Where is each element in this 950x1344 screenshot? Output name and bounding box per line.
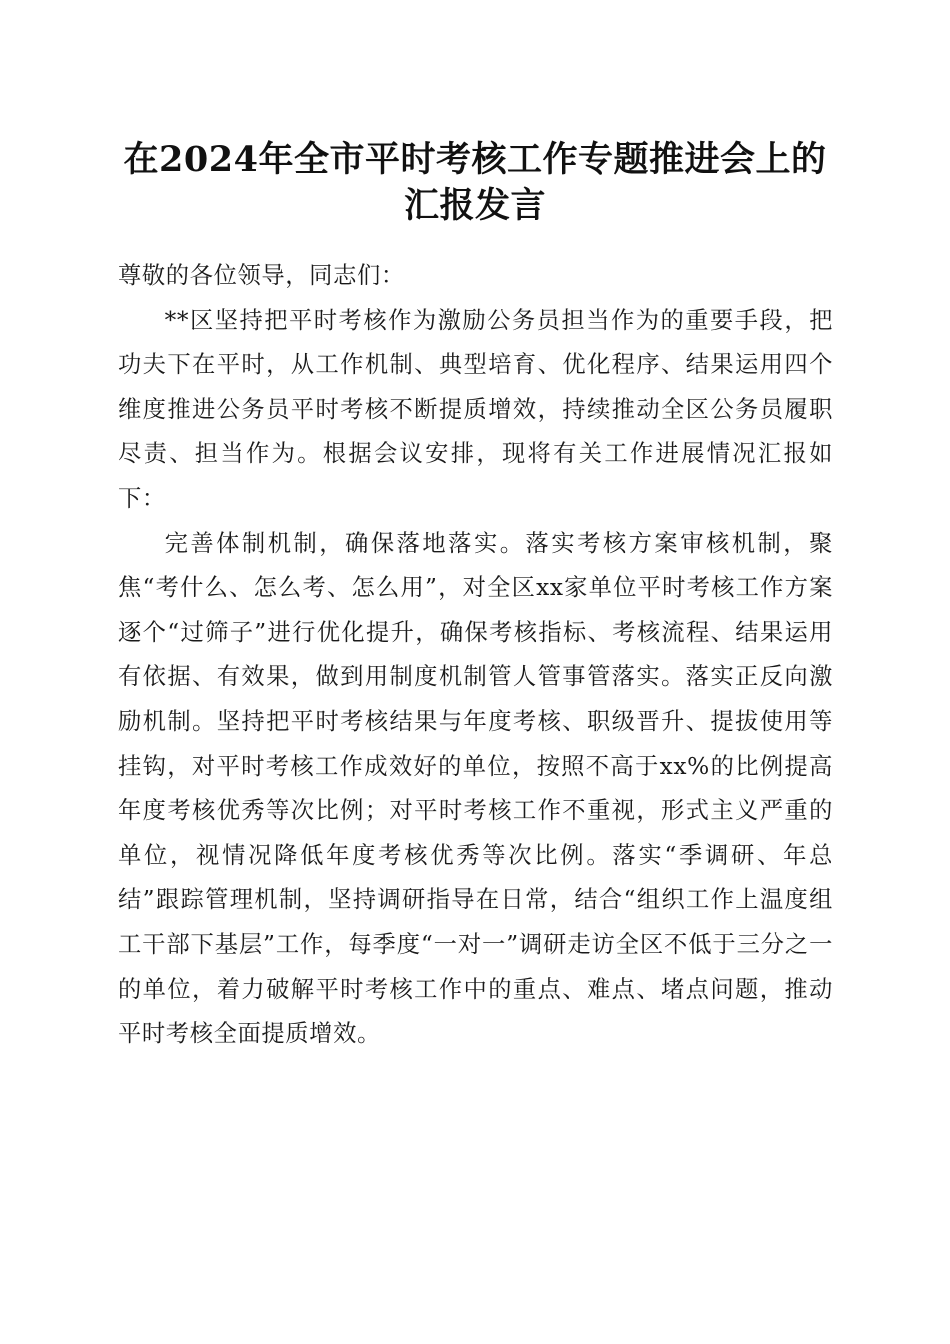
paragraph-intro: **区坚持把平时考核作为激励公务员担当作为的重要手段，把功夫下在平时，从工作机制、典型培育、优化程序、结果运用四个维度推进公务员平时考核不断提质增效，持续推动全区公务员履职尽责、担当作为。根据会议安排，现将有关工作进展情况汇报如下： — [118, 306, 833, 512]
title-line-2: 汇报发言 — [403, 185, 546, 226]
document-title — [110, 137, 840, 229]
document-body — [118, 254, 833, 1057]
title-line-1: 在2024年全市平时考核工作专题推进会上的 — [123, 139, 827, 180]
paragraph-mechanism: 完善体制机制，确保落地落实。落实考核方案审核机制，聚焦“考什么、怎么考、怎么用”，对全区xx家单位平时考核工作方案逐个“过筛子”进行优化提升，确保考核指标、考核流程、结果运用有依据、有效果，做到用制度机制管人管事管落实。落实正反向激励机制。坚持把平时考核结果与年度考核、职级晋升、提拔使用等挂钩，对平时考核工作成效好的单位，按照不高于xx%的比例提高年度考核优秀等次比例；对平时考核工作不重视，形式主义严重的单位，视情况降低年度考核优秀等次比例。落实“季调研、年总结”跟踪管理机制，坚持调研指导在日常，结合“组织工作上温度组工干部下基层”工作，每季度“一对一”调研走访全区不低于三分之一的单位，着力破解平时考核工作中的重点、难点、堵点问题，推动平时考核全面提质增效。 — [118, 529, 833, 1048]
salutation: 尊敬的各位领导，同志们： — [118, 262, 405, 289]
